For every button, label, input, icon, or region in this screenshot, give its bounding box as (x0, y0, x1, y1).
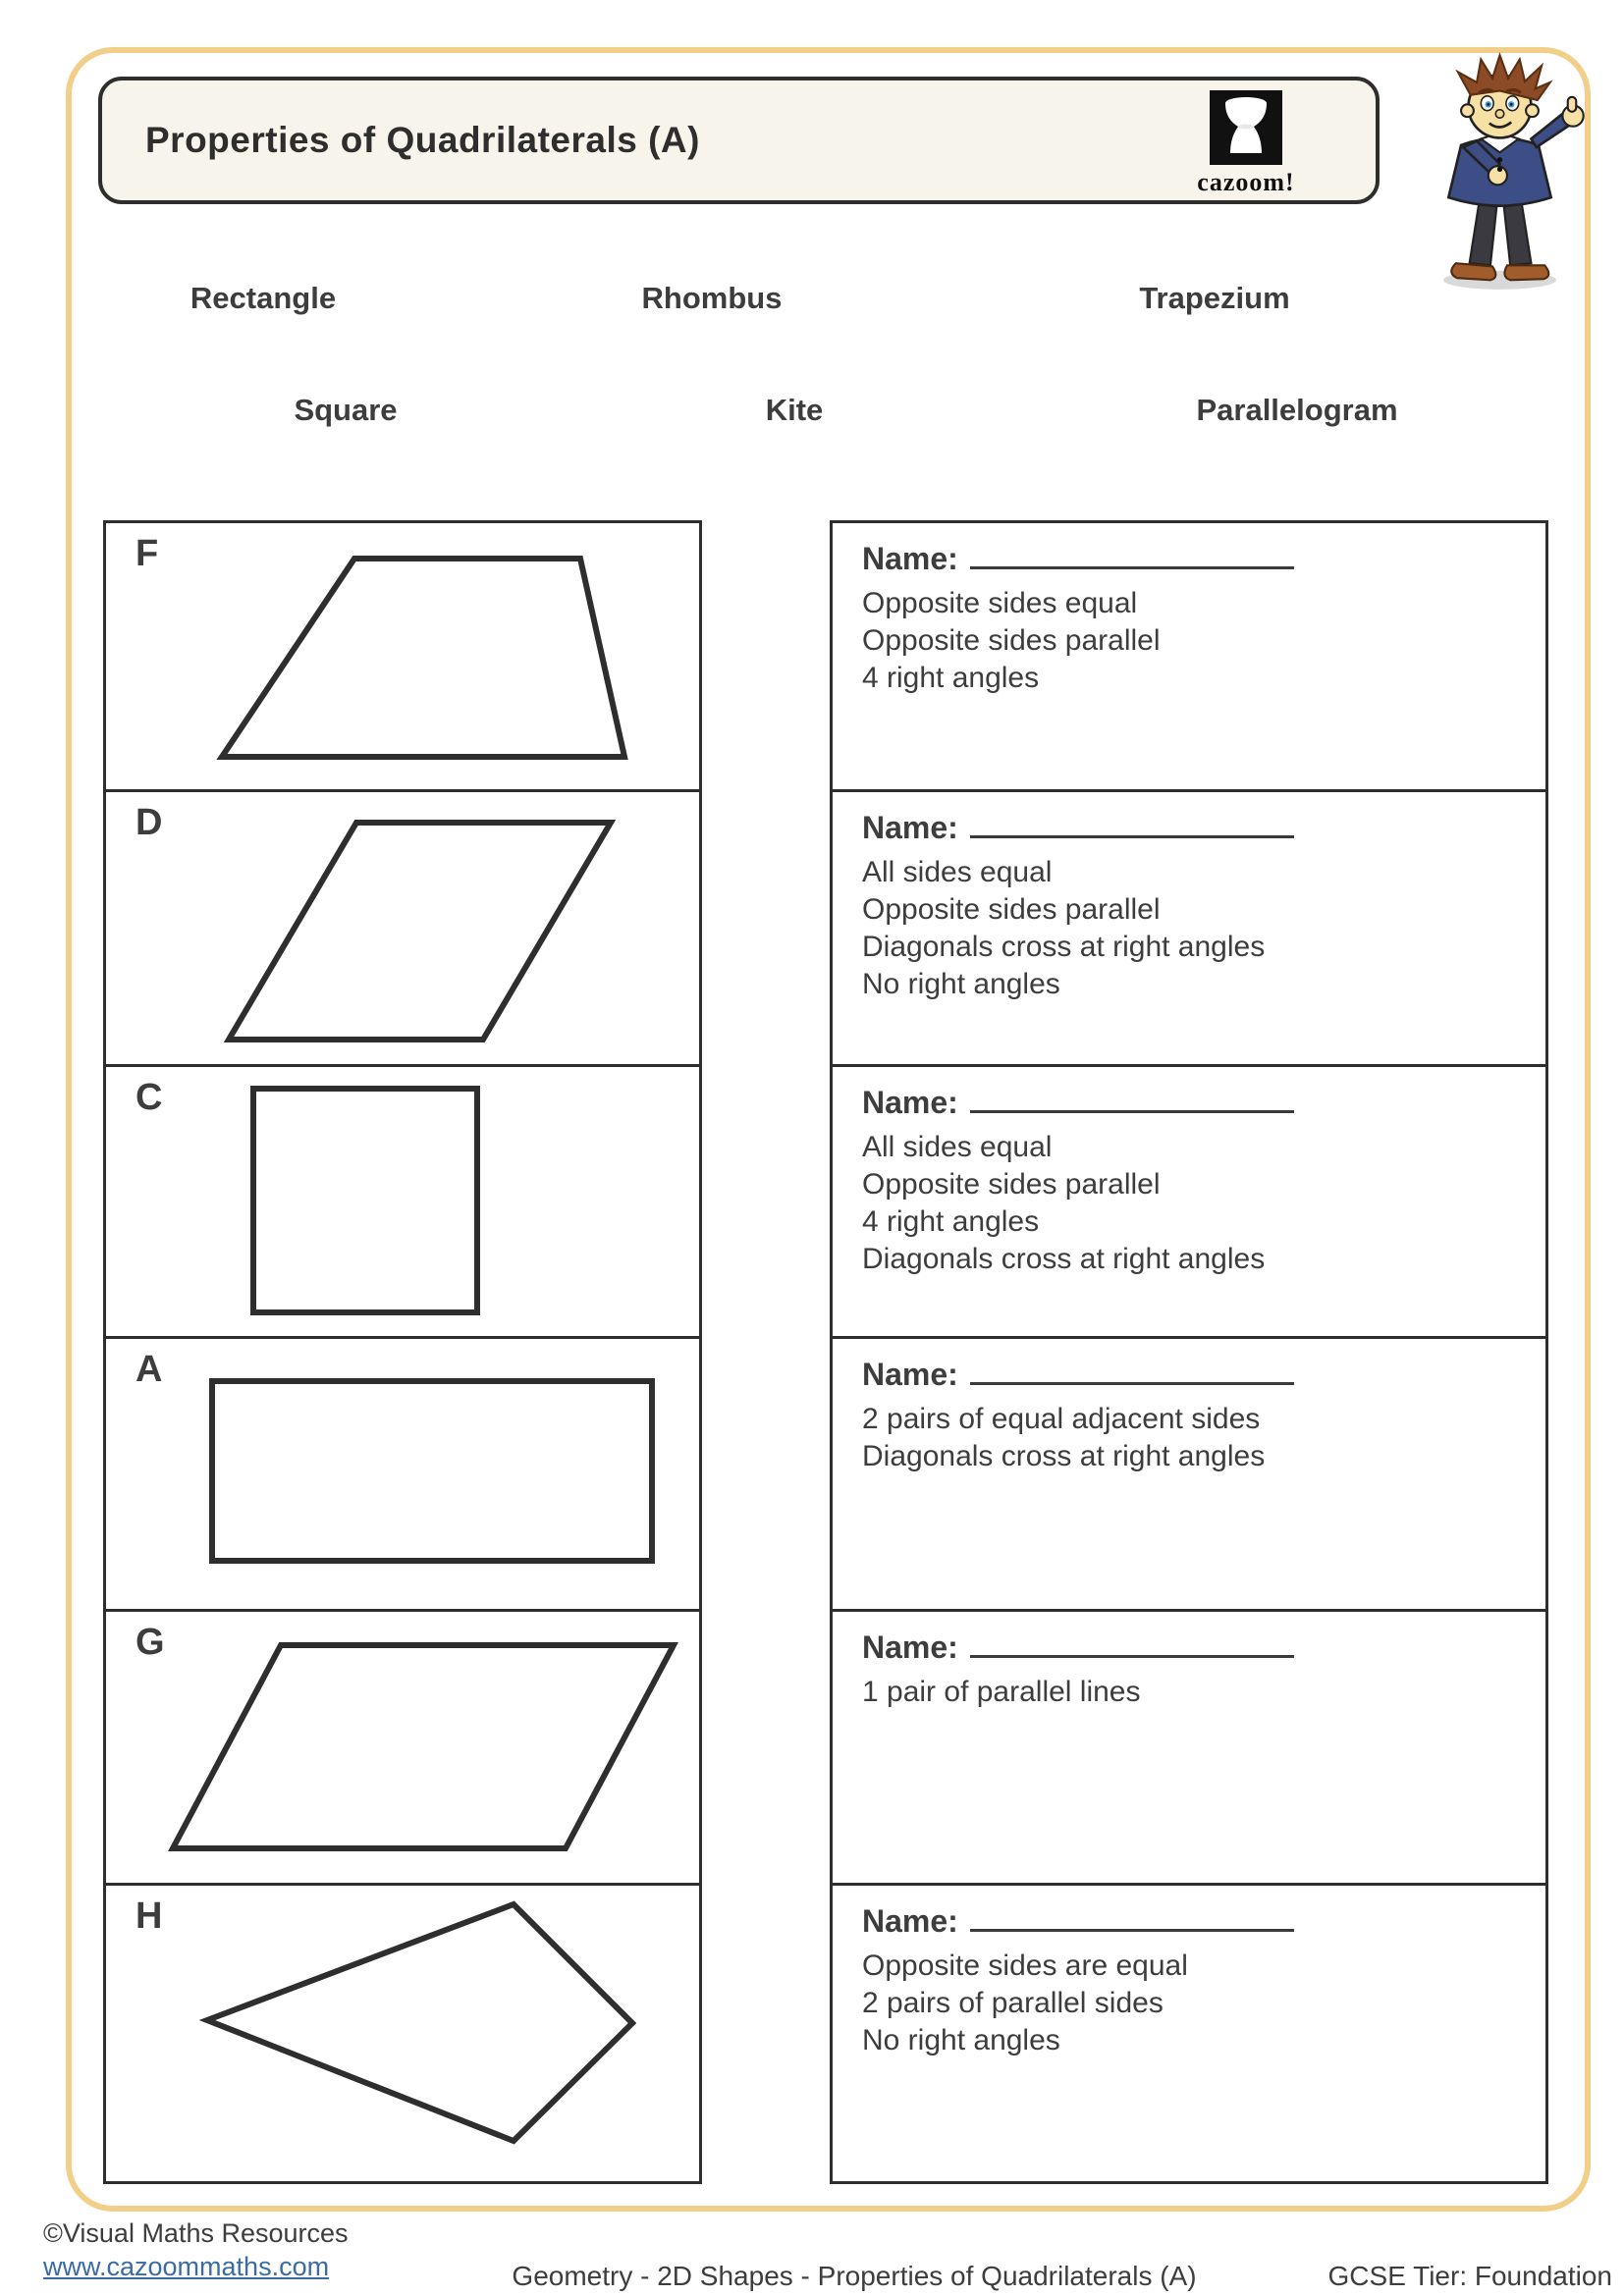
properties-cell-g (833, 1612, 1545, 1886)
shape-letter: A (135, 1349, 163, 1390)
shape-cell-c (106, 1067, 699, 1339)
property-line: Opposite sides parallel (862, 893, 1161, 926)
properties-cell-a (833, 1339, 1545, 1612)
property-line: Opposite sides parallel (862, 1168, 1161, 1201)
property-line: 1 pair of parallel lines (862, 1676, 1141, 1708)
shape-letter: C (135, 1077, 163, 1118)
djembe-drum-icon (1210, 90, 1282, 165)
copyright-text: ©Visual Maths Resources (43, 2218, 349, 2248)
name-row (862, 1629, 1520, 1666)
name-row (862, 810, 1520, 846)
name-label: Name: (862, 1085, 958, 1120)
shape-cell-f (106, 523, 699, 792)
word-bank-rectangle: Rectangle (189, 281, 337, 315)
parallelogram-shape (106, 1612, 699, 1883)
title-banner (98, 77, 1380, 204)
properties-column (830, 520, 1548, 2184)
name-answer-line (970, 1632, 1294, 1658)
cazoom-logo (1177, 90, 1315, 197)
kite-shape (106, 1886, 699, 2181)
property-line: 2 pairs of equal adjacent sides (862, 1403, 1261, 1435)
name-row (862, 541, 1520, 577)
shape-cell-h (106, 1886, 699, 2181)
name-row (862, 1085, 1520, 1121)
tier-label: GCSE Tier: Foundation (1327, 2261, 1612, 2291)
name-label: Name: (862, 1357, 958, 1392)
name-label: Name: (862, 1629, 958, 1665)
website-link[interactable]: www.cazoommaths.com (43, 2252, 330, 2281)
properties-cell-c (833, 1067, 1545, 1339)
properties-cell-h (833, 1886, 1545, 2181)
mascot-character (1394, 51, 1605, 292)
shape-letter: D (135, 802, 163, 843)
square-shape (106, 1067, 699, 1336)
cazoom-logo-text: cazoom! (1197, 168, 1295, 196)
property-line: All sides equal (862, 1131, 1053, 1163)
shape-cell-g (106, 1612, 699, 1886)
word-bank-trapezium: Trapezium (1139, 281, 1290, 315)
name-answer-line (970, 1906, 1294, 1932)
property-line: Diagonals cross at right angles (862, 931, 1266, 963)
property-line: Opposite sides are equal (862, 1949, 1188, 1982)
word-bank-rhombus: Rhombus (641, 281, 783, 315)
property-line: Diagonals cross at right angles (862, 1440, 1266, 1472)
shape-cell-a (106, 1339, 699, 1612)
name-label: Name: (862, 1903, 958, 1939)
name-row (862, 1903, 1520, 1940)
property-line: Opposite sides equal (862, 587, 1138, 619)
name-answer-line (970, 1360, 1294, 1385)
property-line: 4 right angles (862, 1205, 1040, 1238)
name-answer-line (970, 1088, 1294, 1113)
shape-cell-d (106, 792, 699, 1067)
name-label: Name: (862, 810, 958, 845)
property-line: 4 right angles (862, 662, 1040, 694)
property-line: Opposite sides parallel (862, 624, 1161, 657)
name-label: Name: (862, 541, 958, 576)
word-bank-kite: Kite (765, 393, 824, 427)
shape-letter: G (135, 1622, 165, 1663)
property-line: No right angles (862, 2024, 1060, 2056)
property-line: 2 pairs of parallel sides (862, 1987, 1164, 2019)
word-bank-square: Square (294, 393, 398, 427)
name-row (862, 1357, 1520, 1393)
name-answer-line (970, 813, 1294, 838)
shapes-column (103, 520, 702, 2184)
trapezium-shape (106, 523, 699, 789)
rectangle-shape (106, 1339, 699, 1609)
word-bank-parallelogram: Parallelogram (1196, 393, 1398, 427)
property-line: Diagonals cross at right angles (862, 1243, 1266, 1275)
property-line: All sides equal (862, 856, 1053, 888)
shape-letter: H (135, 1896, 163, 1937)
worksheet-breadcrumb: Geometry - 2D Shapes - Properties of Quadrilaterals (A) (512, 2261, 1197, 2291)
rhombus-shape (106, 792, 699, 1064)
properties-cell-f (833, 523, 1545, 792)
name-answer-line (970, 544, 1294, 569)
shape-letter: F (135, 533, 159, 574)
page-title: Properties of Quadrilaterals (A) (145, 120, 700, 160)
properties-cell-d (833, 792, 1545, 1067)
property-line: No right angles (862, 968, 1060, 1000)
